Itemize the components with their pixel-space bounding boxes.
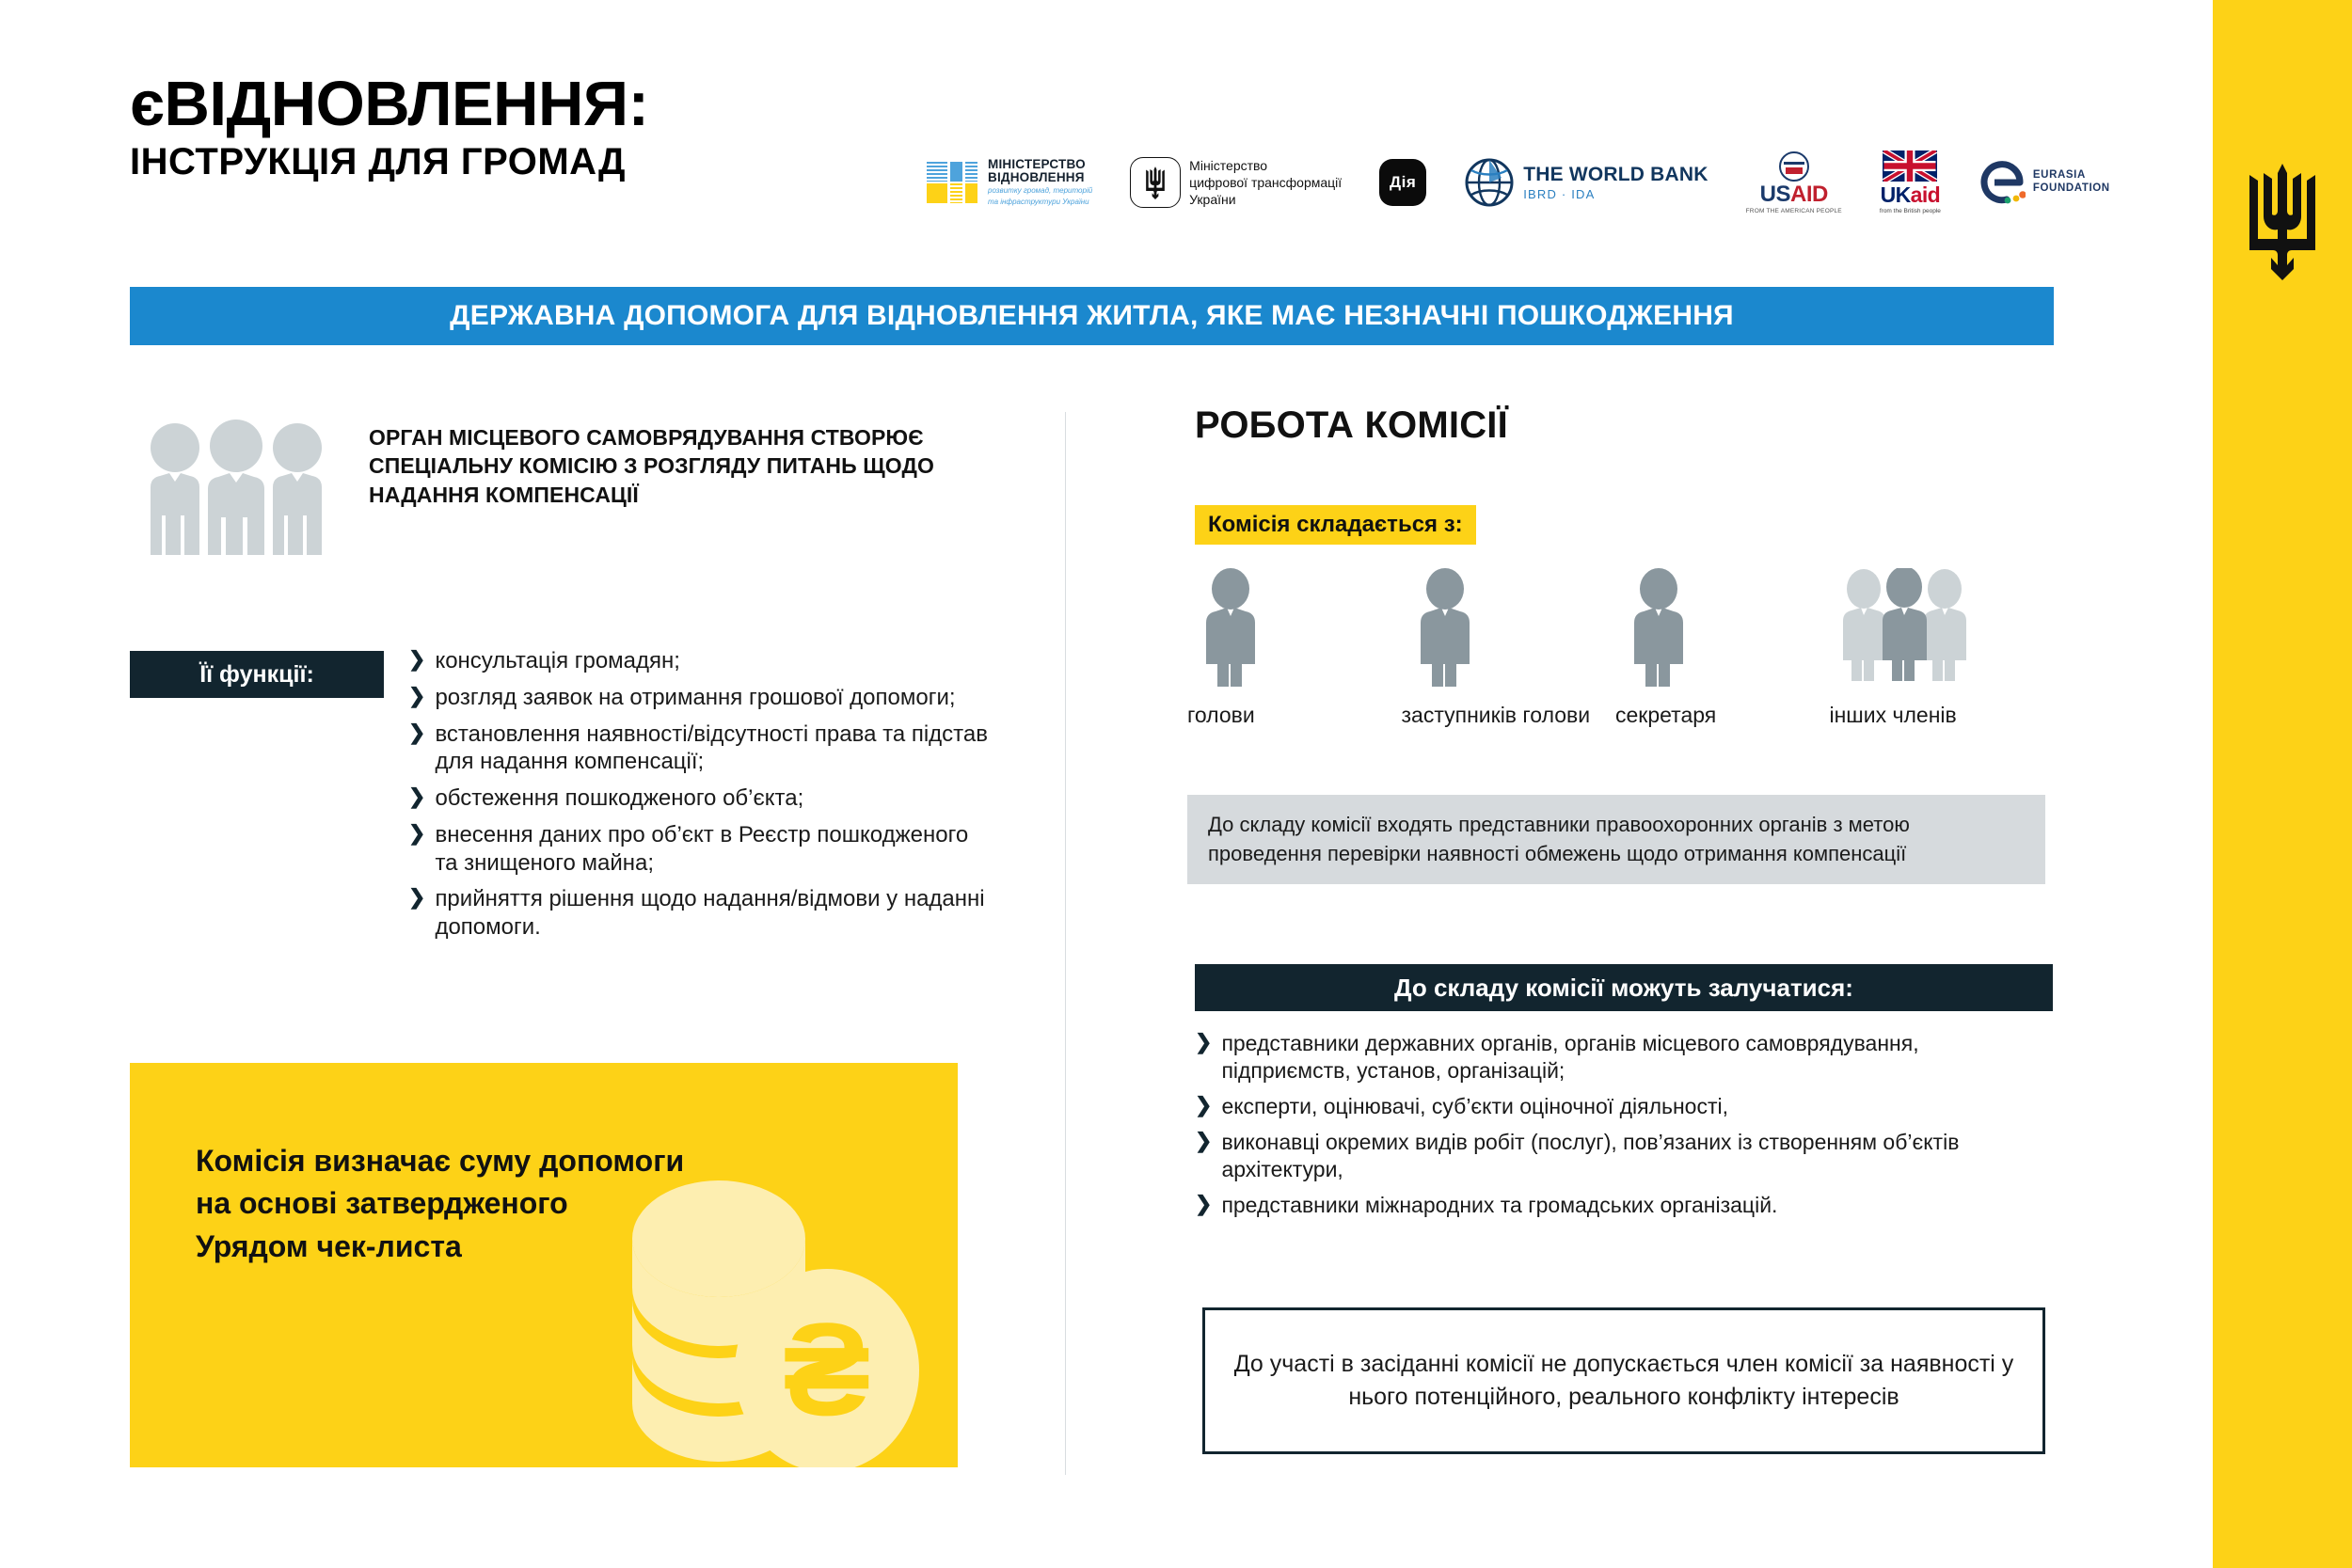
list-item-text: виконавці окремих видів робіт (послуг), пов’язаних із створенням об’єктів архітектури,: [1221, 1129, 1960, 1181]
commission-members-row: [1187, 564, 2043, 729]
chevron-right-icon: ❯: [408, 683, 426, 707]
list-item-text: розгляд заявок на отримання грошової допомоги;: [435, 684, 956, 710]
eurasia-line2: FOUNDATION: [2032, 182, 2110, 194]
law-enforcement-note-text: До складу комісії входять представники правоохоронних органів з метою проведення перевірки наявності обмежень щодо отримання компенсації: [1208, 813, 1910, 865]
world-bank-sub: IBRD · IDA: [1523, 186, 1596, 201]
conflict-of-interest-text: До участі в засіданні комісії не допускається член комісії за наявності у нього потенційного, реального конфлікту інтересів: [1233, 1350, 2014, 1410]
ukaid-word-uk: UK: [1880, 182, 1911, 207]
eurasia-e-icon: [1979, 158, 2026, 207]
involvement-list: [1195, 1030, 2053, 1227]
ministry-restoration-sub2: та інфраструктури України: [988, 197, 1089, 206]
logo-ministry-of-restoration: [927, 158, 1092, 207]
page-title: єВІДНОВЛЕННЯ:: [130, 69, 649, 139]
functions-label: [130, 651, 384, 698]
chevron-right-icon: ❯: [1195, 1128, 1213, 1152]
eurasia-line1: EURASIA: [2032, 169, 2086, 182]
ukraine-flag-stripe: [2213, 0, 2352, 1568]
chevron-right-icon: ❯: [408, 784, 426, 808]
logo-diia: Дія: [1379, 159, 1426, 206]
page-subtitle: ІНСТРУКЦІЯ ДЛЯ ГРОМАД: [130, 140, 627, 182]
single-person-icon: [1187, 564, 1264, 687]
member-head: [1187, 564, 1402, 729]
ministry-restoration-sub1: розвитку громад, територій: [988, 185, 1093, 195]
trident-badge-icon: [1130, 157, 1181, 208]
list-item: [408, 721, 992, 777]
trident-icon: [1143, 166, 1168, 199]
right-column: [1195, 404, 2042, 447]
ministry-restoration-line2: ВІДНОВЛЕННЯ: [988, 170, 1085, 184]
logo-ukaid: [1880, 150, 1941, 214]
chevron-right-icon: ❯: [408, 720, 426, 744]
list-item: [408, 885, 992, 942]
ukaid-word-aid: aid: [1910, 182, 1941, 207]
list-item-text: прийняття рішення щодо надання/відмови у наданні допомоги.: [435, 886, 985, 940]
list-item-text: експерти, оцінювачі, суб’єкти оціночної діяльності,: [1221, 1093, 1728, 1118]
list-item-text: представники державних органів, органів місцевого самоврядування, підприємств, установ, організацій;: [1221, 1031, 1919, 1083]
org-title: ОРГАН МІСЦЕВОГО САМОВРЯДУВАННЯ СТВОРЮЄ СПЕЦІАЛЬНУ КОМІСІЮ З РОЗГЛЯДУ ПИТАНЬ ЩОДО НАДАННЯ КОМПЕНСАЦІЇ: [369, 425, 934, 507]
section-banner-text: ДЕРЖАВНА ДОПОМОГА ДЛЯ ВІДНОВЛЕННЯ ЖИТЛА, ЯКЕ МАЄ НЕЗНАЧНІ ПОШКОДЖЕННЯ: [450, 300, 1734, 331]
list-item: [408, 784, 992, 813]
money-callout-text: Комісія визначає суму допомоги на основі затвердженого Урядом чек-листа: [196, 1144, 685, 1263]
chevron-right-icon: ❯: [1195, 1092, 1213, 1117]
list-item: [408, 684, 992, 712]
union-jack-icon: [1883, 150, 1937, 182]
column-divider: [1065, 412, 1066, 1475]
logo-world-bank: [1464, 157, 1708, 208]
composition-label-text: Комісія складається з:: [1208, 512, 1463, 537]
logo-usaid: [1746, 151, 1842, 214]
single-person-icon: [1615, 564, 1692, 687]
org-block: [130, 404, 1024, 560]
list-item: [1195, 1030, 2053, 1085]
money-callout-card: [130, 1063, 958, 1467]
involvement-header-text: До складу комісії можуть залучатися:: [1394, 973, 1853, 1002]
member-label: інших членів: [1829, 703, 1957, 727]
chevron-right-icon: ❯: [1195, 1191, 1213, 1215]
mindigital-line1: Міністерство: [1189, 157, 1268, 173]
list-item-text: внесення даних про об’єкт в Реєстр пошкодженого та знищеного майна;: [435, 821, 969, 876]
chevron-right-icon: ❯: [408, 820, 426, 845]
functions-list: [408, 647, 992, 950]
group-of-people-icon: [130, 404, 346, 560]
member-label: заступників голови: [1401, 703, 1591, 727]
globe-icon: [1464, 157, 1515, 208]
list-item: [408, 647, 992, 675]
svg-text:₴: ₴: [783, 1295, 871, 1443]
usaid-tagline: FROM THE AMERICAN PEOPLE: [1745, 207, 1842, 214]
member-label: секретаря: [1615, 703, 1717, 727]
member-others: [1830, 564, 2044, 729]
ministry-restoration-line1: МІНІСТЕРСТВО: [988, 157, 1086, 172]
usaid-seal-icon: [1779, 151, 1809, 182]
group-of-people-icon: [1830, 564, 1969, 687]
functions-label-text: Її функції:: [199, 660, 314, 688]
right-column-title: РОБОТА КОМІСІЇ: [1195, 404, 1508, 446]
list-item-text: обстеження пошкодженого об’єкта;: [435, 785, 804, 811]
usaid-word-aid: AID: [1789, 181, 1828, 207]
partner-logos-row: [927, 134, 2110, 231]
chevron-right-icon: ❯: [1195, 1030, 1213, 1053]
involvement-header: [1195, 964, 2053, 1011]
ukaid-tagline: from the British people: [1879, 208, 1941, 214]
ministry-restoration-mark-icon: [927, 162, 979, 203]
list-item: [408, 821, 992, 878]
page-title-block: [130, 69, 649, 182]
list-item-text: консультація громадян;: [435, 648, 680, 673]
chevron-right-icon: ❯: [408, 885, 426, 910]
logo-ministry-of-digital-transformation: [1130, 157, 1342, 209]
logo-eurasia-foundation: [1979, 158, 2110, 207]
member-label: голови: [1187, 703, 1255, 727]
member-deputy-head: [1402, 564, 1616, 729]
composition-label: [1195, 505, 1476, 545]
list-item: [1195, 1192, 2053, 1219]
usaid-word-us: US: [1759, 181, 1790, 207]
list-item: [1195, 1129, 2053, 1183]
list-item-text: представники міжнародних та громадських організацій.: [1221, 1192, 1778, 1217]
left-column: [130, 404, 1024, 940]
world-bank-name: THE WORLD BANK: [1523, 163, 1708, 185]
list-item: [1195, 1093, 2053, 1120]
section-banner: [130, 287, 2054, 345]
ukraine-trident-emblem: [2239, 160, 2326, 280]
conflict-of-interest-box: [1202, 1307, 2045, 1454]
chevron-right-icon: ❯: [408, 647, 426, 671]
single-person-icon: [1402, 564, 1479, 687]
hryvnia-coins-icon: [568, 1168, 945, 1467]
mindigital-line2: цифрової трансформації: [1189, 174, 1343, 190]
law-enforcement-note: [1187, 795, 2045, 884]
mindigital-line3: України: [1189, 192, 1236, 208]
member-secretary: [1615, 564, 1830, 729]
list-item-text: встановлення наявності/відсутності права та підстав для надання компенсації;: [435, 721, 989, 775]
